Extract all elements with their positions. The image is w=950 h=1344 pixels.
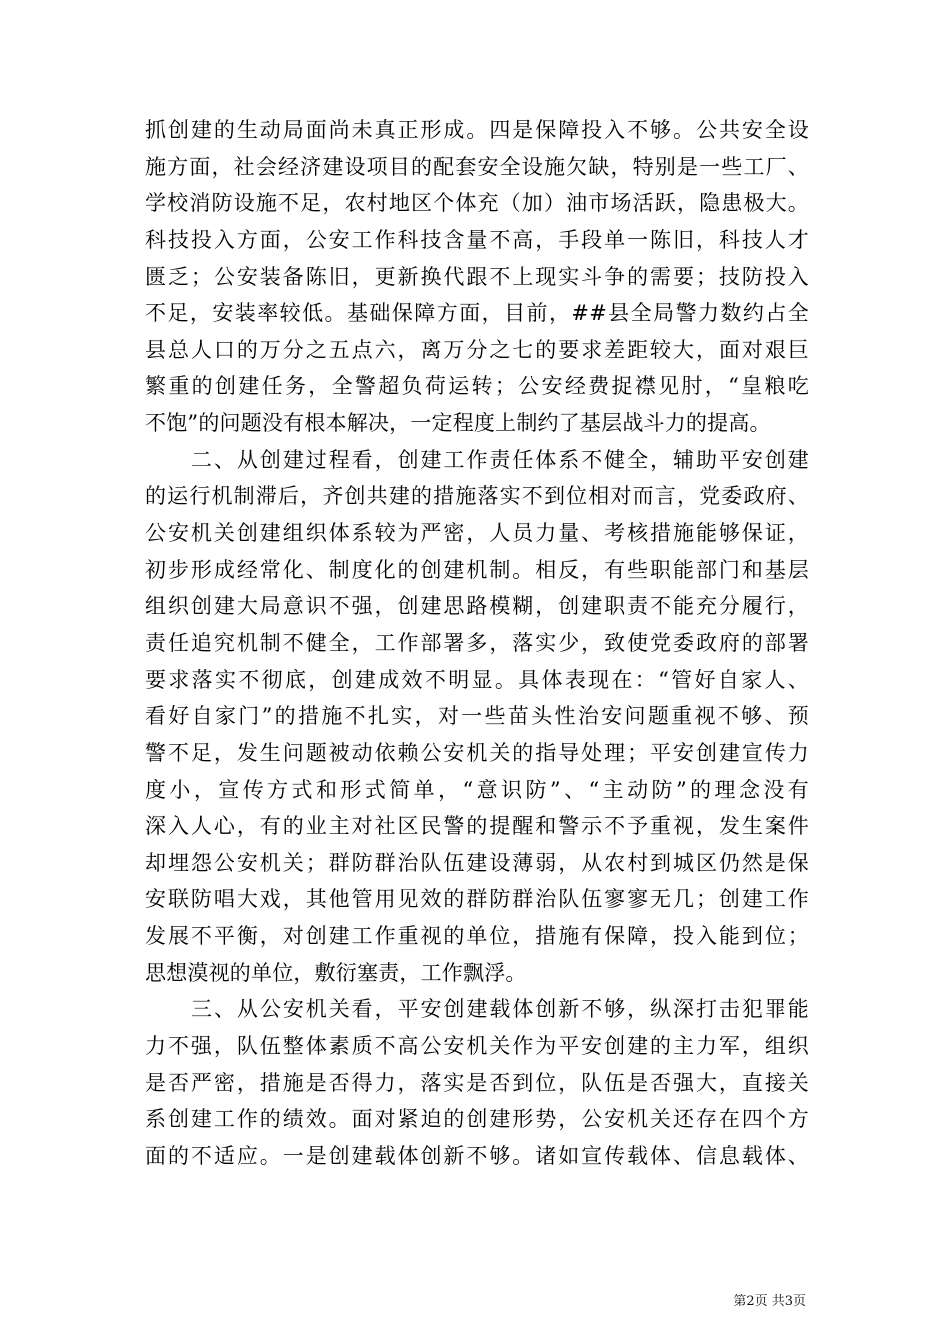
page-number: 第2页 共3页: [733, 1294, 806, 1309]
text-line: 责任追究机制不健全，工作部署多，落实少，致使党委政府的部署: [145, 630, 809, 655]
text-line: 匮乏；公安装备陈旧，更新换代跟不上现实斗争的需要；技防投入: [145, 264, 809, 289]
text-line: 公安机关创建组织体系较为严密，人员力量、考核措施能够保证，: [145, 521, 809, 546]
text-line: 系创建工作的绩效。面对紧迫的创建形势，公安机关还存在四个方: [145, 1107, 809, 1132]
text-line: 要求落实不彻底，创建成效不明显。具体表现在：“管好自家人、: [145, 667, 809, 692]
text-line: 深入人心，有的业主对社区民警的提醒和警示不予重视，发生案件: [145, 814, 809, 839]
text-line: 警不足，发生问题被动依赖公安机关的指导处理；平安创建宣传力: [145, 740, 809, 765]
text-line: 是否严密，措施是否得力，落实是否到位，队伍是否强大，直接关: [145, 1070, 809, 1095]
text-line: 发展不平衡，对创建工作重视的单位，措施有保障，投入能到位；: [145, 924, 809, 949]
text-line: 不饱”的问题没有根本解决，一定程度上制约了基层战斗力的提高。: [145, 411, 771, 436]
text-line: 组织创建大局意识不强，创建思路模糊，创建职责不能充分履行，: [145, 594, 809, 619]
body-text: [145, 112, 809, 1175]
paragraph-first-line: 二、从创建过程看，创建工作责任体系不健全，辅助平安创建: [191, 447, 809, 472]
text-line: 繁重的创建任务，全警超负荷运转；公安经费捉襟见肘，“皇粮吃: [145, 374, 809, 399]
text-line: 看好自家门”的措施不扎实，对一些苗头性治安问题重视不够、预: [145, 704, 809, 729]
text-line: 却埋怨公安机关；群防群治队伍建设薄弱，从农村到城区仍然是保: [145, 850, 809, 875]
text-line: 的运行机制滞后，齐创共建的措施落实不到位相对而言，党委政府、: [145, 484, 809, 509]
text-line: 度小，宣传方式和形式简单，“意识防”、“主动防”的理念没有: [145, 777, 809, 802]
text-line: 面的不适应。一是创建载体创新不够。诸如宣传载体、信息载体、: [145, 1143, 809, 1168]
text-line: 县总人口的万分之五点六，离万分之七的要求差距较大，面对艰巨: [145, 337, 809, 362]
text-line: 初步形成经常化、制度化的创建机制。相反，有些职能部门和基层: [145, 557, 809, 582]
text-line: 学校消防设施不足，农村地区个体充（加）油市场活跃，隐患极大。: [145, 191, 809, 216]
text-line: 思想漠视的单位，敷衍塞责，工作飘浮。: [145, 960, 527, 985]
text-line: 施方面，社会经济建设项目的配套安全设施欠缺，特别是一些工厂、: [145, 154, 809, 179]
text-line: 安联防唱大戏，其他管用见效的群防群治队伍寥寥无几；创建工作: [145, 887, 809, 912]
text-line: 不足，安装率较低。基础保障方面，目前，##县全局警力数约占全: [145, 301, 809, 326]
text-line: 科技投入方面，公安工作科技含量不高，手段单一陈旧，科技人才: [145, 227, 809, 252]
text-line: 力不强，队伍整体素质不高公安机关作为平安创建的主力军，组织: [145, 1034, 809, 1059]
paragraph-first-line: 三、从公安机关看，平安创建载体创新不够，纵深打击犯罪能: [191, 997, 809, 1022]
text-line: 抓创建的生动局面尚未真正形成。四是保障投入不够。公共安全设: [145, 118, 809, 142]
